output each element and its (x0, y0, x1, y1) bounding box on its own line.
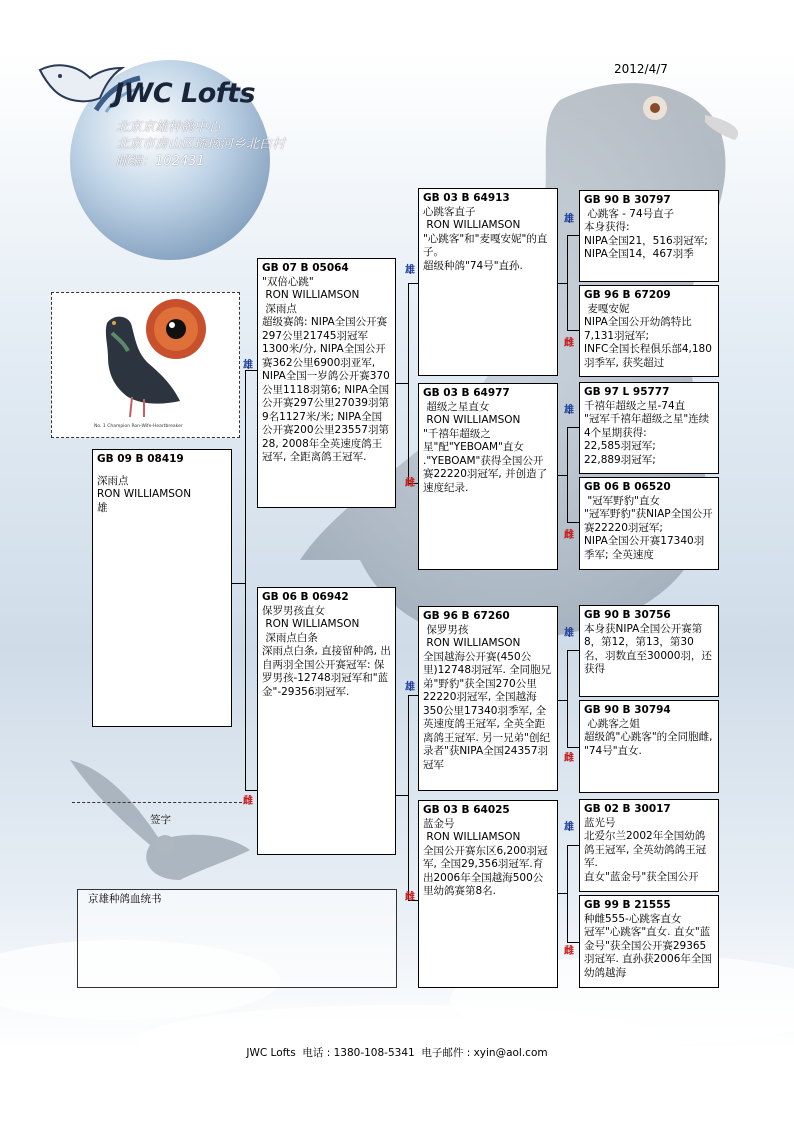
postcode: 邮编：102431 (116, 154, 205, 169)
dsd-box: GB 90 B 30794 心跳客之姐 超级鸽"心跳客"的全同胞雌, "74号"直女. (579, 700, 719, 793)
brand-name: JWC Lofts (114, 78, 256, 109)
dam-ring: GB 06 B 06942 (262, 591, 349, 603)
center-name: 北京京雄种鸽中心 (116, 120, 221, 135)
sire-sex-mark: 雄 (243, 360, 253, 371)
notes-title: 京雄种鸽血统书 (88, 893, 162, 905)
footer-contact: JWC Lofts 电话 : 1380-108-5341 电子邮件 : xyin@aol.com (246, 1047, 548, 1059)
sd-sex-mark: 雌 (405, 478, 415, 489)
sds-box: GB 97 L 95777 千禧年超级之星-74直 "冠军千禧年超级之星"连续4个星期获得: 22,585羽冠军; 22,889羽冠军; (579, 382, 719, 474)
notes-box (77, 889, 397, 988)
dam-sex-mark: 雌 (243, 796, 253, 807)
dss-box: GB 90 B 30756 本身获NIPA全国公开赛第8，第12，第13，第30名，羽数直至30000羽，还获得 (579, 605, 719, 697)
address: 北京市房山区琉璃河乡北白村 (116, 137, 286, 152)
ss-sex-mark: 雄 (405, 265, 415, 276)
sire-ring: GB 07 B 05064 (262, 262, 349, 274)
dam-box: GB 06 B 06942 保罗男孩直女 RON WILLIAMSON 深雨点白条 深雨点白条, 直接留种鸽, 出自两羽全国公开赛冠军: 保罗男孩-12748羽冠军和"蓝金"-29356羽冠军. (257, 587, 396, 855)
ddd-box: GB 99 B 21555 种雌555-心跳客直女 冠军"心跳客"直女. 直女"蓝金号"获全国公开赛29365羽冠军. 直孙获2006年全国幼鸽越海 (579, 895, 719, 988)
subject-sex: 雄 (97, 501, 108, 514)
subject-breeder: RON WILLIAMSON (97, 488, 192, 500)
sss-box: GB 90 B 30797 心跳客 - 74号直子 本身获得: NIPA全国21，516羽冠军; NIPA全国14，467羽季 (579, 190, 719, 282)
sdd-box: GB 06 B 06520 "冠军野豹"直女 "冠军野豹"获NIAP全国公开赛22220羽冠军; NIPA全国公开赛17340羽季军; 全英速度 (579, 477, 719, 570)
dd-sex-mark: 雌 (405, 892, 415, 903)
print-date: 2012/4/7 (614, 62, 668, 76)
ds-sex-mark: 雄 (405, 682, 415, 693)
ds-box: GB 96 B 67260 保罗男孩 RON WILLIAMSON 全国越海公开赛(450公里)12748羽冠军. 全同胞兄弟"野豹"获全国270公里22220羽冠军, 全国越海350公里17340羽季军, 全英速度鸽王冠军, 全英全距离鸽王冠军. 另一兄弟"创纪录者"获NIPA全国24357羽冠军 (418, 606, 558, 791)
signature-line (72, 802, 242, 803)
signature-label: 签字 (150, 814, 171, 826)
sire-box: GB 07 B 05064 "双倍心跳" RON WILLIAMSON 深雨点 超级赛鸽: NIPA全国公开赛297公里21745羽冠军1300米/分, NIPA全国公开赛362公里6900羽亚军, NIPA全国一岁鸽公开赛370公里1118羽第6; NIPA全国公开赛297公里27039羽第9名1127米/米; NIPA全国公开赛200公里23557羽第28, 2008年全英速度鸽王冠军, 全距离鸽王冠军. (257, 258, 396, 508)
photo-caption: No. 1 Champion Ron-Wife-Heartbreaker (94, 424, 183, 429)
subject-name: 深雨点 (97, 474, 129, 487)
pigeon-photo (52, 293, 239, 437)
subject-box (92, 449, 232, 727)
pigeon-photo-frame (51, 292, 240, 438)
dd-box: GB 03 B 64025 蓝金号 RON WILLIAMSON 全国公开赛东区6,200羽冠军, 全国29,356羽冠军.育出2006年全国越海500公里幼鸽赛第8名. (418, 800, 558, 988)
dds-box: GB 02 B 30017 蓝光号 北爱尔兰2002年全国幼鸽鸽王冠军, 全英幼鸽鸽王冠军. 直女"蓝金号"获全国公开 (579, 799, 719, 892)
subject-ring: GB 09 B 08419 (97, 453, 184, 465)
ssd-box: GB 96 B 67209 麦嘎安妮 NIPA全国公开幼鸽特比7,131羽冠军; INFC全国长程俱乐部4,180羽季军, 获奖超过 (579, 285, 719, 377)
ss-box: GB 03 B 64913 心跳客直子 RON WILLIAMSON "心跳客"和"麦嘎安妮"的直子。 超级种鸽"74号"直孙. (418, 188, 558, 376)
sd-box: GB 03 B 64977 超级之星直女 RON WILLIAMSON "千禧年超级之星"配"YEBOAM"直女 ."YEBOAM"获得全国公开赛22220羽冠军, 并创造了速度纪录. (418, 383, 558, 570)
